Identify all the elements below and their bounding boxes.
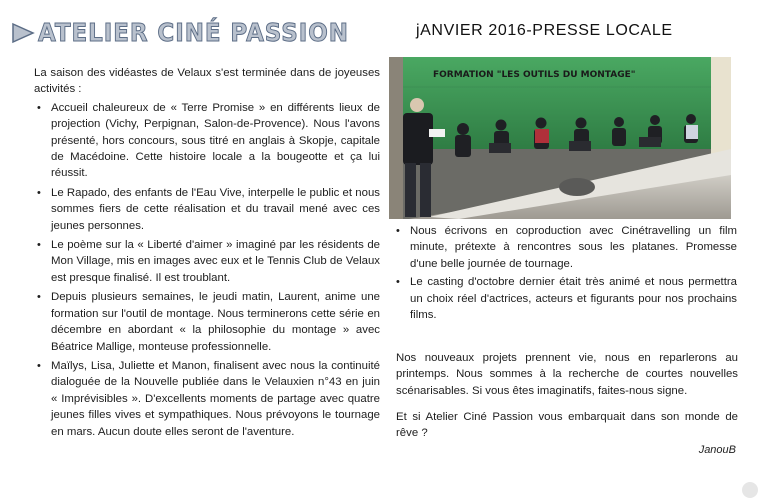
issue-date-line: jANVIER 2016-PRESSE LOCALE bbox=[416, 22, 673, 39]
newsletter-title: ATELIER CINÉ PASSION bbox=[38, 18, 349, 47]
list-item: • Accueil chaleureux de « Terre Promise » en différents lieux de projection (Vichy, Perpignan, Salon-de-Provence). Nous l'avons présenté, hors concours, sous titré en anglais à Skopje, capitale de Macédoine. Cette histoire locale a la bougeotte et ça lui réussit. bbox=[34, 100, 380, 182]
intro-text: La saison des vidéastes de Velaux s'est terminée dans de joyeuses activités : bbox=[34, 67, 380, 96]
list-item: • Nous écrivons en coproduction avec Cinétravelling un film minute, prétexte à rencontres sous les platanes. Promesse d'une belle journée de tournage. bbox=[393, 223, 737, 272]
list-item: • Le casting d'octobre dernier était très animé et nous permettra un choix réel d'actrices, acteurs et figurants pour nos prochains films. bbox=[393, 274, 737, 323]
list-item: • Le Rapado, des enfants de l'Eau Vive, interpelle le public et nous sommes fiers de cette réalisation et du travail mené avec ces jeunes personnes. bbox=[34, 185, 380, 234]
list-item: • Maïlys, Lisa, Juliette et Manon, finalisent avec nous la continuité dialoguée de la Nouvelle publiée dans le Velauxien n°43 en juin « Imprévisibles ». D'excellents moments de partage avec quatre jeunes filles vives et sympathiques. Nous prévoyons le tournage en mars. Aucun doute elles seront de l'aventure. bbox=[34, 358, 380, 440]
photo-banner-text: FORMATION "LES OUTILS DU MONTAGE" bbox=[433, 70, 636, 80]
author-signature: JanouB bbox=[698, 444, 736, 456]
activities-list bbox=[34, 100, 380, 440]
list-item: • Le poème sur la « Liberté d'aimer » imaginé par les résidents de Mon Village, mis en images avec eux et le Tennis Club de Velaux est presque finalisé. Il est troublant. bbox=[34, 237, 380, 286]
projects-paragraph: Nos nouveaux projets prennent vie, nous en reparlerons au printemps. Nous sommes à la recherche de courtes nouvelles scénarisables. Si vous êtes imaginatifs, faites-nous signe. bbox=[396, 352, 738, 397]
decorative-dot bbox=[742, 482, 758, 498]
newsletter-masthead bbox=[10, 18, 376, 47]
list-item: • Depuis plusieurs semaines, le jeudi matin, Laurent, anime une formation sur l'outil de montage. Nous terminerons cette série en décembre en abordant « la philosophie du montage » avec Béatrice Mallige, monteuse professionnelle. bbox=[34, 289, 380, 355]
left-column bbox=[34, 65, 380, 443]
workshop-photo bbox=[389, 57, 731, 219]
closing-question: Et si Atelier Ciné Passion vous embarquait dans son monde de rêve ? bbox=[396, 411, 738, 440]
play-arrow-icon bbox=[10, 21, 36, 45]
projects-list bbox=[393, 223, 737, 323]
right-column bbox=[393, 223, 737, 325]
